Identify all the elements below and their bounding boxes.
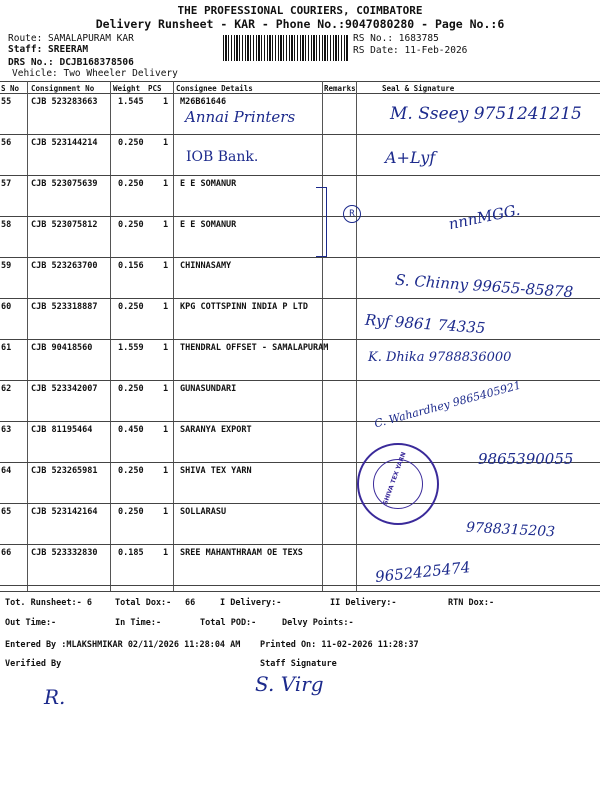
row-weight: 0.250: [118, 179, 144, 189]
row-sno: 65: [1, 507, 12, 517]
total-dox-label: Total Dox:-: [115, 598, 172, 608]
handwritten-consignee-56: IOB Bank.: [186, 149, 259, 165]
total-runsheet: Tot. Runsheet:- 6: [5, 598, 92, 608]
signature-61: K. Dhika 9788836000: [368, 350, 512, 365]
row-divider: [0, 257, 600, 258]
row-divider: [0, 298, 600, 299]
signature-60: Ryf 9861 74335: [364, 310, 486, 338]
row-divider: [0, 175, 600, 176]
row-consignment-no: CJB 523075639: [31, 179, 98, 189]
row-consignment-no: CJB 523144214: [31, 138, 98, 148]
row-consignee: SOLLARASU: [180, 507, 227, 517]
col-consignee: Consignee Details: [176, 84, 253, 93]
signature-63: 9865390055: [478, 450, 574, 468]
row-consignment-no: CJB 523342007: [31, 384, 98, 394]
row-sno: 64: [1, 466, 12, 476]
staff-signature: S. Virg: [255, 672, 324, 696]
row-weight: 0.250: [118, 138, 144, 148]
runsheet-subtitle: Delivery Runsheet - KAR - Phone No.:9047080280 - Page No.:6: [95, 17, 505, 31]
col-weight: Weight: [113, 84, 141, 93]
in-time-label: In Time:-: [115, 618, 162, 628]
signature-55: M. Sseey 9751241215: [390, 104, 582, 124]
row-sno: 63: [1, 425, 12, 435]
row-divider: [0, 421, 600, 422]
row-consignee: CHINNASAMY: [180, 261, 232, 271]
barcode: [223, 35, 349, 61]
rtn-dox-label: RTN Dox:-: [448, 598, 495, 608]
row-weight: 0.250: [118, 466, 144, 476]
staff-label: Staff: SREERAM: [8, 44, 89, 55]
col-consignment: Consignment No: [31, 84, 95, 93]
row-pcs: 1: [163, 138, 169, 148]
row-weight: 0.250: [118, 302, 144, 312]
col-seal-signature: Seal & Signature: [382, 84, 455, 93]
row-sno: 58: [1, 220, 12, 230]
row-sno: 56: [1, 138, 12, 148]
row-consignee: SREE MAHANTHRAAM OE TEXS: [180, 548, 303, 558]
row-consignee: GUNASUNDARI: [180, 384, 237, 394]
row-pcs: 1: [163, 261, 169, 271]
signature-66: 9652425474: [374, 558, 472, 586]
row-consignee: SARANYA EXPORT: [180, 425, 252, 435]
row-consignee: SHIVA TEX YARN: [180, 466, 252, 476]
verified-by-label: Verified By: [5, 659, 62, 669]
row-pcs: 1: [163, 220, 169, 230]
row-pcs: 1: [163, 548, 169, 558]
row-consignment-no: CJB 523265981: [31, 466, 98, 476]
row-consignee: THENDRAL OFFSET - SAMALAPURAM: [180, 343, 329, 353]
row-pcs: 1: [163, 179, 169, 189]
row-consignee: KPG COTTSPINN INDIA P LTD: [180, 302, 308, 312]
row-divider: [0, 585, 600, 586]
stamp-text: SHIVA TEX YARN: [381, 451, 408, 506]
col-pcs: PCS: [148, 84, 162, 93]
i-delivery-label: I Delivery:-: [220, 598, 282, 608]
total-pod-label: Total POD:-: [200, 618, 257, 628]
row-pcs: 1: [163, 507, 169, 517]
col-remarks: Remarks: [324, 84, 356, 93]
row-weight: 1.559: [118, 343, 144, 353]
row-consignment-no: CJB 81195464: [31, 425, 93, 435]
row-divider: [0, 339, 600, 340]
entered-by: Entered By :MLAKSHMIKAR 02/11/2026 11:28:04 AM: [5, 640, 241, 650]
row-weight: 0.185: [118, 548, 144, 558]
row-consignee: M26B61646: [180, 97, 227, 107]
signature-57: nnnMGG.: [446, 200, 522, 234]
row-divider: [0, 544, 600, 545]
company-seal-stamp: [357, 443, 439, 525]
rs-number: RS No.: 1683785: [353, 33, 439, 44]
ii-delivery-label: II Delivery:-: [330, 598, 397, 608]
company-title: THE PROFESSIONAL COURIERS, COIMBATORE: [177, 4, 423, 17]
row-weight: 1.545: [118, 97, 144, 107]
row-pcs: 1: [163, 302, 169, 312]
drs-number: DRS No.: DCJB168378506: [8, 57, 134, 68]
row-consignment-no: CJB 523075812: [31, 220, 98, 230]
row-consignment-no: CJB 523332830: [31, 548, 98, 558]
col-sno: S No: [1, 84, 20, 93]
row-consignment-no: CJB 90418560: [31, 343, 93, 353]
row-sno: 61: [1, 343, 12, 353]
row-divider: [0, 134, 600, 135]
row-consignment-no: CJB 523142164: [31, 507, 98, 517]
row-sno: 55: [1, 97, 12, 107]
row-sno: 60: [1, 302, 12, 312]
row-pcs: 1: [163, 384, 169, 394]
row-weight: 0.250: [118, 507, 144, 517]
signature-65: 9788315203: [465, 519, 556, 541]
row-pcs: 1: [163, 343, 169, 353]
row-weight: 0.156: [118, 261, 144, 271]
delvy-points-label: Delvy Points:-: [282, 618, 354, 628]
rs-date: RS Date: 11-Feb-2026: [353, 45, 468, 56]
remark-bracket: [316, 187, 327, 257]
row-sno: 57: [1, 179, 12, 189]
row-pcs: 1: [163, 425, 169, 435]
row-pcs: 1: [163, 97, 169, 107]
vehicle-label: Vehicle: Two Wheeler Delivery: [12, 68, 178, 79]
staff-signature-label: Staff Signature: [260, 659, 337, 669]
row-consignee: E E SOMANUR: [180, 220, 237, 230]
out-time-label: Out Time:-: [5, 618, 57, 628]
verified-signature: R.: [44, 685, 66, 709]
total-dox-value: 66: [185, 598, 196, 608]
row-divider: [0, 503, 600, 504]
row-consignment-no: CJB 523318887: [31, 302, 98, 312]
signature-62: C. Wahardhey 9865405921: [372, 378, 523, 431]
row-pcs: 1: [163, 466, 169, 476]
row-sno: 66: [1, 548, 12, 558]
row-weight: 0.250: [118, 384, 144, 394]
row-weight: 0.250: [118, 220, 144, 230]
printed-on: Printed On: 11-02-2026 11:28:37: [260, 640, 419, 650]
remark-circle: R: [343, 205, 361, 223]
route-label: Route: SAMALAPURAM KAR: [8, 33, 134, 44]
row-consignee: E E SOMANUR: [180, 179, 237, 189]
row-sno: 59: [1, 261, 12, 271]
row-consignment-no: CJB 523263700: [31, 261, 98, 271]
handwritten-consignee-55: Annai Printers: [185, 108, 296, 126]
row-sno: 62: [1, 384, 12, 394]
row-weight: 0.450: [118, 425, 144, 435]
row-consignment-no: CJB 523283663: [31, 97, 98, 107]
signature-59: S. Chinny 99655-85878: [394, 270, 574, 302]
signature-56: A+Lyf: [385, 148, 436, 167]
